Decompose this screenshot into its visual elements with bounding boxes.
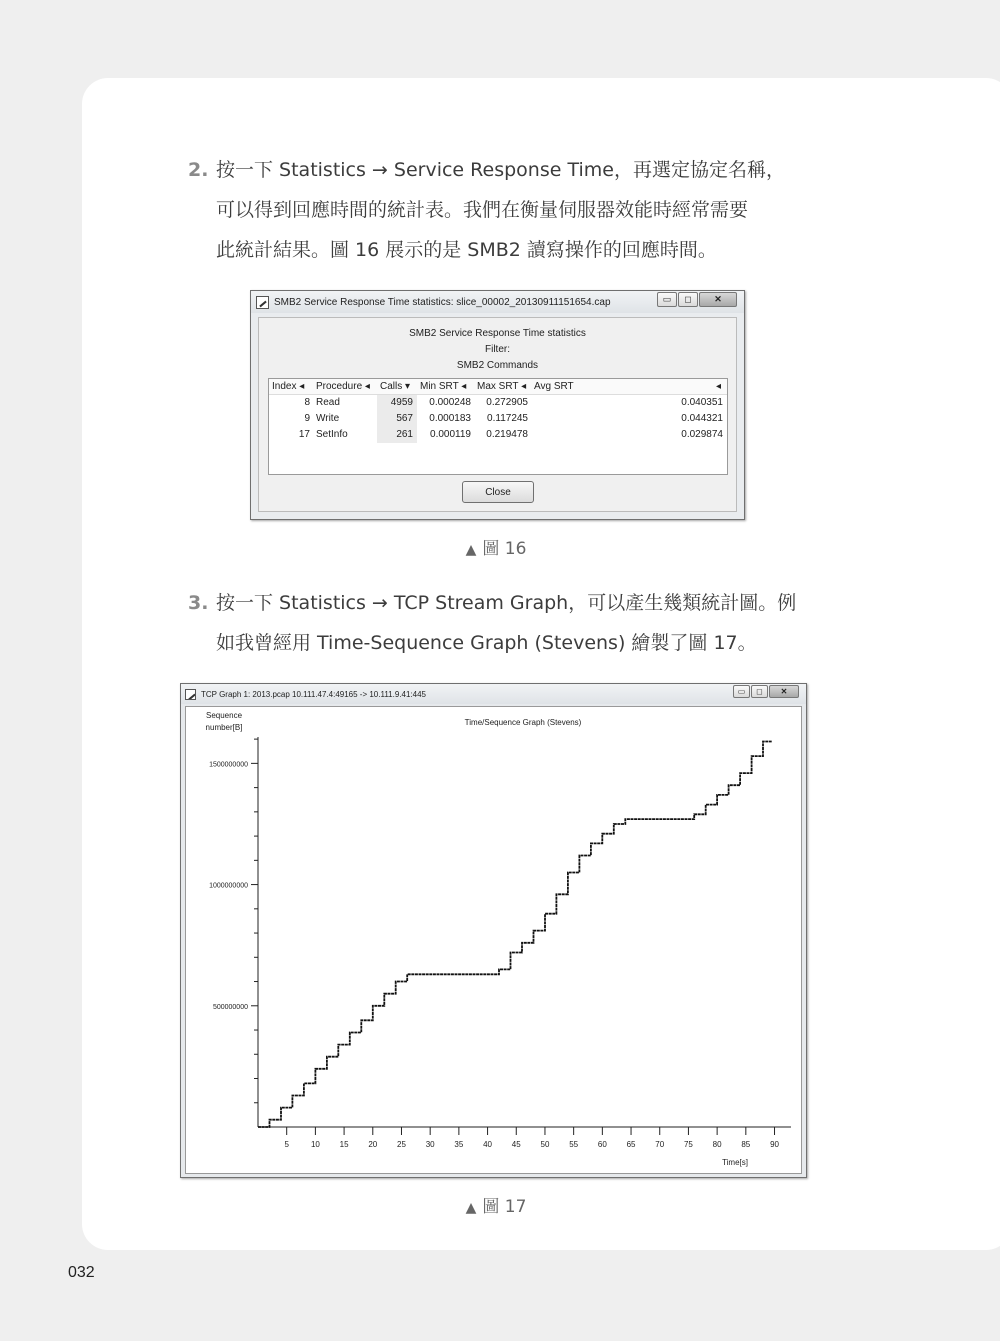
- cell-calls: 567: [377, 411, 417, 427]
- x-tick-label: 25: [397, 1140, 406, 1149]
- commands-subheading: SMB2 Commands: [456, 360, 539, 371]
- window-controls: [657, 292, 738, 307]
- cell-max-srt: 0.219478: [486, 429, 528, 440]
- window-title: TCP Graph 1: 2013.pcap 10.111.47.4:49165 -> 10.111.9.41:445: [201, 689, 426, 699]
- series-group: [258, 742, 772, 1128]
- heading-title: SMB2 Service Response Time statistics: [409, 328, 586, 339]
- srt-statistics-window: [250, 290, 745, 520]
- y-axis-label: number[B]: [205, 723, 243, 732]
- x-tick-label: 55: [569, 1140, 579, 1149]
- window-content: [258, 317, 737, 512]
- cell-calls: 4959: [377, 395, 417, 411]
- figure-16-caption: [396, 534, 596, 559]
- column-header-index[interactable]: Index ◂: [272, 381, 305, 392]
- table-header: [269, 379, 727, 395]
- x-tick-label: 65: [626, 1140, 636, 1149]
- cell-max-srt: 0.117245: [487, 413, 528, 424]
- column-header-max-srt[interactable]: Max SRT ◂: [477, 381, 527, 392]
- title-bar[interactable]: [181, 684, 806, 704]
- cell-procedure: SetInfo: [316, 429, 348, 440]
- paragraph-line: 按一下 Statistics → Service Response Time，再選定協定名稱，: [216, 159, 785, 181]
- step-number: 3.: [188, 592, 209, 614]
- chart-title: Time/Sequence Graph (Stevens): [464, 718, 582, 727]
- column-header-procedure[interactable]: Procedure ◂: [316, 381, 370, 392]
- window-controls: [733, 685, 800, 698]
- filter-label: Filter:: [485, 344, 510, 355]
- x-tick-label: 60: [597, 1140, 607, 1149]
- cell-index: 17: [298, 429, 310, 440]
- figure-17-caption: [396, 1192, 596, 1217]
- graph-area[interactable]: [185, 706, 802, 1174]
- axes: [209, 737, 791, 1149]
- y-tick-label: 500000000: [212, 1003, 248, 1011]
- x-tick-label: 50: [540, 1140, 550, 1149]
- page-number: 032: [68, 1264, 95, 1281]
- x-tick-label: 30: [425, 1140, 435, 1149]
- y-tick-label: 1000000000: [209, 882, 248, 890]
- paragraph-line: 按一下 Statistics → TCP Stream Graph，可以產生幾類統計圖。例: [216, 592, 797, 614]
- cell-max-srt: 0.272905: [486, 397, 528, 408]
- cell-avg-srt: 0.044321: [681, 413, 723, 424]
- close-window-button[interactable]: ✕: [699, 292, 737, 307]
- cell-avg-srt: 0.029874: [681, 429, 723, 440]
- triangle-icon: ▲: [465, 1200, 477, 1216]
- maximize-button[interactable]: ◻: [751, 685, 768, 698]
- sequence-chart[interactable]: [186, 707, 801, 1173]
- series-line-sequence: [258, 742, 772, 1128]
- x-tick-label: 70: [655, 1140, 665, 1149]
- minimize-button[interactable]: ▭: [657, 292, 677, 307]
- paragraph-line: 如我曾經用 Time-Sequence Graph (Stevens) 繪製了圖 17。: [216, 632, 757, 654]
- step-number: 2.: [188, 159, 209, 181]
- caption-text: 圖 16: [482, 539, 527, 559]
- cell-calls: 261: [377, 427, 417, 443]
- cell-min-srt: 0.000183: [429, 413, 471, 424]
- x-tick-label: 40: [483, 1140, 493, 1149]
- triangle-icon: ▲: [465, 542, 477, 558]
- x-tick-label: 10: [310, 1140, 320, 1149]
- cell-procedure: Write: [316, 413, 340, 424]
- wireshark-app-icon: [185, 689, 196, 700]
- close-button[interactable]: Close: [462, 481, 534, 503]
- sort-arrow-icon[interactable]: ◂: [716, 381, 722, 392]
- paragraph-line: 可以得到回應時間的統計表。我們在衡量伺服器效能時經常需要: [216, 199, 749, 221]
- cell-min-srt: 0.000248: [429, 397, 471, 408]
- x-tick-label: 80: [712, 1140, 722, 1149]
- minimize-button[interactable]: ▭: [733, 685, 750, 698]
- table-row[interactable]: [269, 427, 727, 443]
- column-header-avg-srt[interactable]: Avg SRT: [534, 381, 574, 392]
- x-tick-label: 35: [454, 1140, 464, 1149]
- tcp-graph-window: [180, 683, 807, 1178]
- x-tick-label: 85: [741, 1140, 751, 1149]
- close-window-button[interactable]: ✕: [769, 685, 799, 698]
- y-tick-label: 1500000000: [209, 761, 248, 769]
- x-tick-label: 20: [368, 1140, 378, 1149]
- cell-procedure: Read: [316, 397, 340, 408]
- srt-table[interactable]: [268, 378, 728, 475]
- column-header-calls[interactable]: Calls ▾: [380, 381, 411, 392]
- x-tick-label: 90: [770, 1140, 779, 1149]
- step-3-paragraph: [188, 583, 848, 663]
- caption-text: 圖 17: [482, 1197, 527, 1217]
- y-axis-label: Sequence: [205, 711, 243, 720]
- cell-min-srt: 0.000119: [430, 429, 471, 440]
- x-tick-label: 5: [284, 1140, 289, 1149]
- x-tick-label: 45: [511, 1140, 521, 1149]
- table-row[interactable]: [269, 411, 727, 427]
- step-2-paragraph: [188, 150, 848, 270]
- x-tick-label: 15: [339, 1140, 349, 1149]
- cell-index: 8: [304, 397, 310, 408]
- paragraph-line: 此統計結果。圖 16 展示的是 SMB2 讀寫操作的回應時間。: [216, 239, 717, 261]
- table-row[interactable]: [269, 395, 727, 411]
- column-header-min-srt[interactable]: Min SRT ◂: [420, 381, 467, 392]
- cell-avg-srt: 0.040351: [681, 397, 723, 408]
- x-tick-label: 75: [683, 1140, 693, 1149]
- maximize-button[interactable]: ◻: [678, 292, 698, 307]
- wireshark-app-icon: [256, 296, 269, 309]
- statistics-heading: [259, 326, 736, 374]
- x-axis-label: Time[s]: [722, 1158, 748, 1167]
- window-title: SMB2 Service Response Time statistics: slice_00002_20130911151654.cap: [274, 296, 611, 308]
- cell-index: 9: [304, 413, 310, 424]
